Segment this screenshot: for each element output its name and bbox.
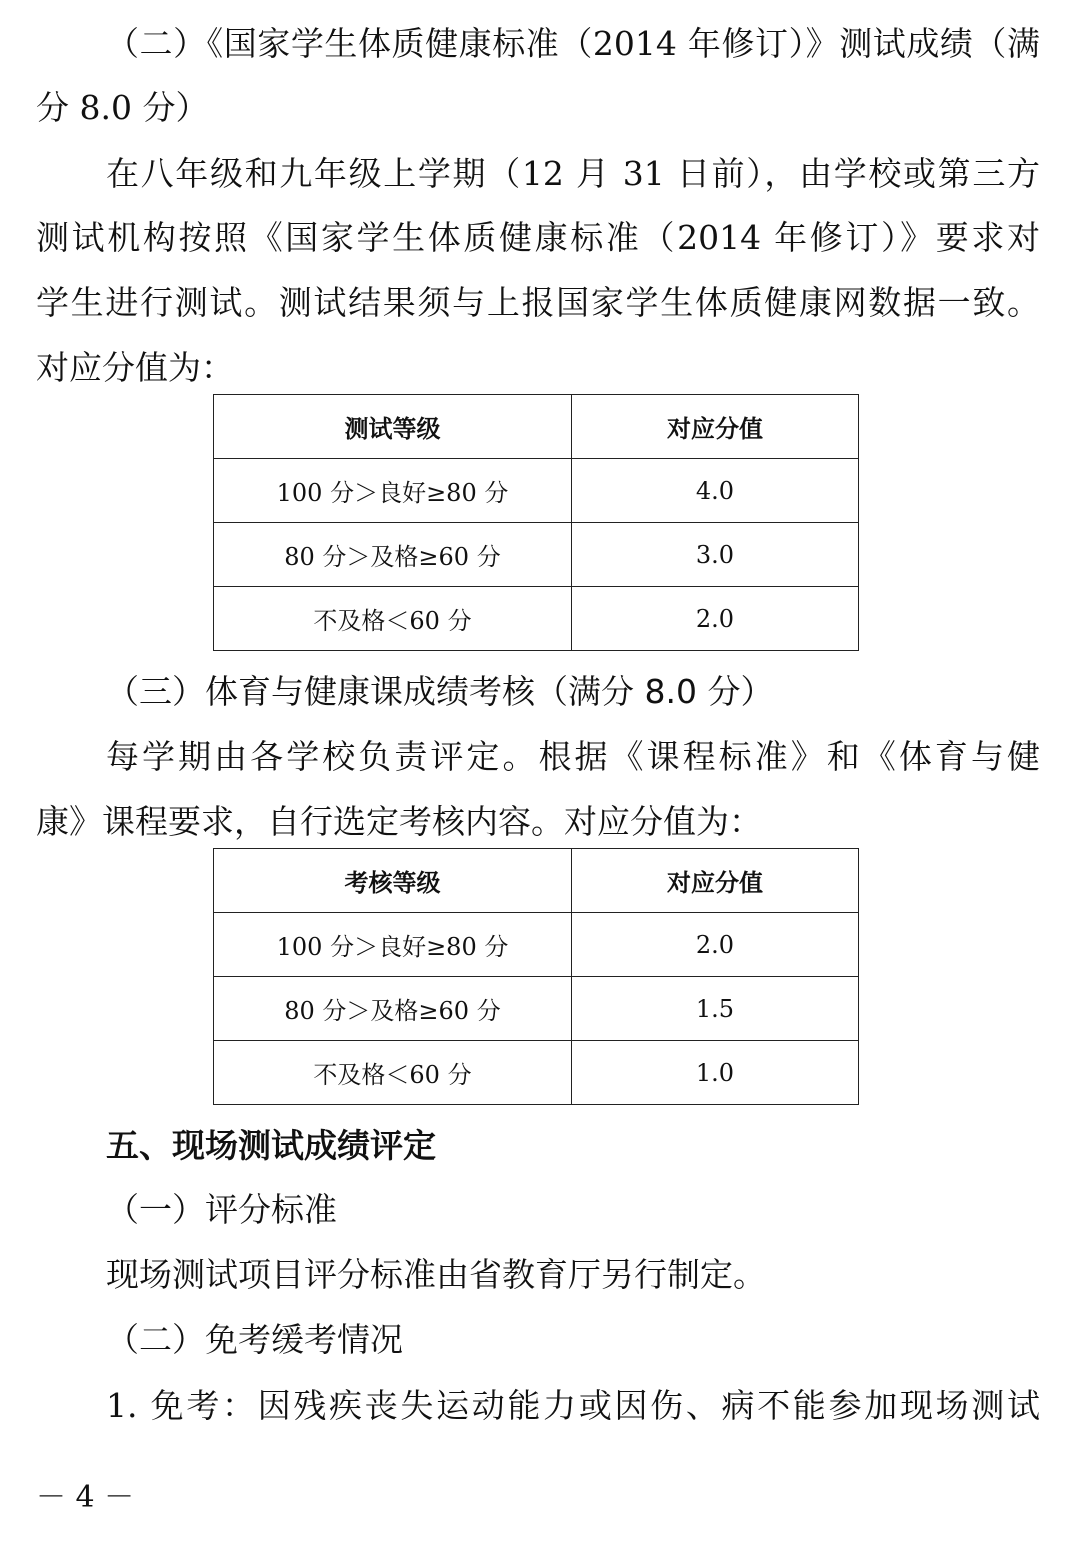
table-header-cell: 对应分值 (572, 849, 859, 913)
table-header-cell: 测试等级 (214, 395, 572, 459)
table-row (214, 587, 859, 651)
table-header-cell: 对应分值 (572, 395, 859, 459)
table-cell: 1.0 (572, 1041, 859, 1105)
table-cell: 3.0 (572, 523, 859, 587)
section-5-1-heading: （一）评分标准 (106, 1190, 337, 1229)
page-number: － 4 － (36, 1480, 135, 1515)
section-5-2-line1: 1. 免考：因残疾丧失运动能力或因伤、病不能参加现场测试 (106, 1386, 1040, 1425)
section-2-2-heading-line2: 分 8.0 分） (36, 88, 209, 127)
section-2-2-heading-line1: （二）《国家学生体质健康标准（2014 年修订）》测试成绩（满 (106, 24, 1040, 63)
table-cell: 不及格＜60 分 (214, 1041, 572, 1105)
table-cell: 4.0 (572, 459, 859, 523)
section-2-3-heading: （三）体育与健康课成绩考核（满分 8.0 分） (106, 672, 774, 711)
section-5-2-heading: （二）免考缓考情况 (106, 1320, 403, 1359)
table-row (214, 913, 859, 977)
table-cell: 80 分＞及格≥60 分 (214, 523, 572, 587)
section-5-1-text: 现场测试项目评分标准由省教育厅另行制定。 (106, 1255, 766, 1294)
table-cell: 2.0 (572, 587, 859, 651)
table-header-row (214, 849, 859, 913)
table-cell: 80 分＞及格≥60 分 (214, 977, 572, 1041)
section-2-3-paragraph-line2: 康》课程要求，自行选定考核内容。对应分值为： (36, 802, 762, 841)
table-header-row (214, 395, 859, 459)
section-2-2-paragraph-line1: 在八年级和九年级上学期（12 月 31 日前），由学校或第三方 (106, 154, 1040, 193)
table-cell: 100 分＞良好≥80 分 (214, 459, 572, 523)
table-row (214, 459, 859, 523)
section-2-2-paragraph-line3: 学生进行测试。测试结果须与上报国家学生体质健康网数据一致。 (36, 283, 1040, 322)
section-2-2-paragraph-line2: 测试机构按照《国家学生体质健康标准（2014 年修订）》要求对 (36, 218, 1040, 257)
section-2-2-paragraph-line4: 对应分值为： (36, 348, 234, 387)
section-2-3-paragraph-line1: 每学期由各学校负责评定。根据《课程标准》和《体育与健 (106, 737, 1040, 776)
pe-course-score-table (213, 848, 859, 1105)
table-row (214, 977, 859, 1041)
table-cell: 不及格＜60 分 (214, 587, 572, 651)
section-5-heading: 五、现场测试成绩评定 (106, 1126, 436, 1165)
table-row (214, 1041, 859, 1105)
table-cell: 2.0 (572, 913, 859, 977)
physical-test-score-table (213, 394, 859, 651)
table-row (214, 523, 859, 587)
table-cell: 1.5 (572, 977, 859, 1041)
table-header-cell: 考核等级 (214, 849, 572, 913)
table-cell: 100 分＞良好≥80 分 (214, 913, 572, 977)
